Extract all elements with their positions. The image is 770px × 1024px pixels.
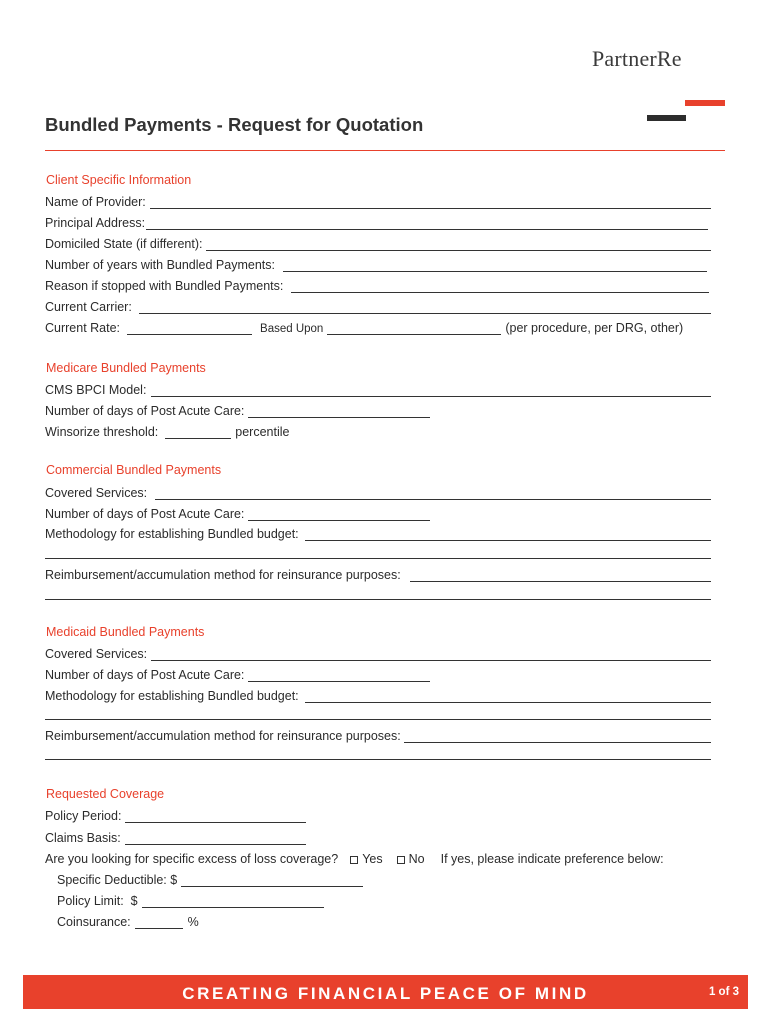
section-medicaid-heading: Medicaid Bundled Payments bbox=[46, 625, 205, 639]
medicaid-reimbursement-field-continued[interactable] bbox=[45, 759, 711, 760]
coinsurance-field[interactable] bbox=[135, 918, 183, 929]
years-label: Number of years with Bundled Payments: bbox=[45, 258, 275, 272]
deductible-field[interactable] bbox=[181, 876, 363, 887]
no-option[interactable] bbox=[397, 852, 425, 866]
medicaid-days-label: Number of days of Post Acute Care: bbox=[45, 668, 245, 682]
rate-basis-note: (per procedure, per DRG, other) bbox=[505, 321, 684, 335]
winsorize-row bbox=[45, 423, 289, 439]
medicaid-days-row bbox=[45, 666, 430, 682]
logo-accent-bar-dark bbox=[647, 115, 686, 121]
commercial-days-row bbox=[45, 505, 430, 521]
winsorize-label: Winsorize threshold: bbox=[45, 425, 159, 439]
policy-period-row bbox=[45, 807, 306, 823]
state-field[interactable] bbox=[206, 240, 711, 251]
yes-option[interactable] bbox=[350, 852, 382, 866]
policy-limit-row bbox=[57, 892, 324, 908]
specific-excess-question: Are you looking for specific excess of loss coverage? bbox=[45, 852, 339, 866]
no-label: No bbox=[408, 852, 425, 866]
reason-row bbox=[45, 277, 709, 293]
reason-field[interactable] bbox=[291, 282, 709, 293]
address-label: Principal Address: bbox=[45, 216, 146, 230]
rate-label: Current Rate: bbox=[45, 321, 121, 335]
commercial-days-field[interactable] bbox=[248, 510, 430, 521]
cms-model-field[interactable] bbox=[151, 386, 711, 397]
address-row bbox=[45, 214, 708, 230]
medicaid-methodology-row bbox=[45, 687, 711, 703]
commercial-services-row bbox=[45, 484, 711, 500]
section-medicare-heading: Medicare Bundled Payments bbox=[46, 361, 206, 375]
medicaid-days-field[interactable] bbox=[248, 671, 430, 682]
preference-instruction: If yes, please indicate preference below: bbox=[440, 852, 664, 866]
medicare-days-row bbox=[45, 402, 430, 418]
carrier-row bbox=[45, 298, 711, 314]
page-number: 1 of 3 bbox=[708, 986, 739, 998]
medicaid-reimbursement-row bbox=[45, 727, 711, 743]
claims-basis-field[interactable] bbox=[125, 834, 306, 845]
state-row bbox=[45, 235, 711, 251]
based-upon-label: Based Upon bbox=[260, 323, 324, 335]
medicare-cms-row bbox=[45, 381, 711, 397]
no-checkbox[interactable] bbox=[397, 856, 405, 864]
address-field[interactable] bbox=[146, 219, 708, 230]
commercial-methodology-field-continued[interactable] bbox=[45, 558, 711, 559]
section-client-heading: Client Specific Information bbox=[46, 173, 192, 187]
policy-period-label: Policy Period: bbox=[45, 809, 122, 823]
footer-banner bbox=[23, 975, 748, 1009]
medicaid-services-field[interactable] bbox=[151, 650, 711, 661]
provider-field[interactable] bbox=[150, 198, 711, 209]
commercial-reimbursement-row bbox=[45, 566, 711, 582]
medicaid-reimbursement-field[interactable] bbox=[404, 732, 711, 743]
commercial-methodology-field[interactable] bbox=[305, 530, 711, 541]
specific-excess-row bbox=[45, 850, 664, 866]
coinsurance-row bbox=[57, 913, 199, 929]
medicaid-methodology-field-continued[interactable] bbox=[45, 719, 711, 720]
medicaid-methodology-label: Methodology for establishing Bundled budget: bbox=[45, 689, 299, 703]
medicaid-services-label: Covered Services: bbox=[45, 647, 148, 661]
cms-model-label: CMS BPCI Model: bbox=[45, 383, 147, 397]
commercial-methodology-row bbox=[45, 525, 711, 541]
title-divider bbox=[45, 150, 725, 151]
section-commercial-heading: Commercial Bundled Payments bbox=[46, 463, 222, 477]
years-row bbox=[45, 256, 707, 272]
rate-row bbox=[45, 319, 683, 335]
provider-row bbox=[45, 193, 711, 209]
commercial-days-label: Number of days of Post Acute Care: bbox=[45, 507, 245, 521]
provider-label: Name of Provider: bbox=[45, 195, 146, 209]
commercial-reimbursement-label: Reimbursement/accumulation method for reinsurance purposes: bbox=[45, 568, 401, 582]
commercial-methodology-label: Methodology for establishing Bundled budget: bbox=[45, 527, 299, 541]
coinsurance-label: Coinsurance: bbox=[57, 915, 131, 929]
medicaid-reimbursement-label: Reimbursement/accumulation method for reinsurance purposes: bbox=[45, 729, 401, 743]
section-coverage-heading: Requested Coverage bbox=[46, 787, 165, 801]
carrier-label: Current Carrier: bbox=[45, 300, 132, 314]
policy-limit-label: Policy Limit: $ bbox=[57, 894, 138, 908]
percent-sign: % bbox=[187, 915, 199, 929]
based-upon-field[interactable] bbox=[327, 324, 501, 335]
percentile-label: percentile bbox=[235, 425, 290, 439]
medicaid-methodology-field[interactable] bbox=[305, 692, 711, 703]
logo-accent-bar-red bbox=[685, 100, 725, 106]
page-title: Bundled Payments - Request for Quotation bbox=[45, 114, 424, 135]
policy-limit-field[interactable] bbox=[142, 897, 324, 908]
medicare-days-label: Number of days of Post Acute Care: bbox=[45, 404, 245, 418]
carrier-field[interactable] bbox=[139, 303, 711, 314]
deductible-row bbox=[57, 871, 363, 887]
footer-slogan: CREATING FINANCIAL PEACE OF MIND bbox=[182, 984, 589, 1003]
reason-label: Reason if stopped with Bundled Payments: bbox=[45, 279, 284, 293]
years-field[interactable] bbox=[283, 261, 707, 272]
commercial-services-label: Covered Services: bbox=[45, 486, 148, 500]
commercial-services-field[interactable] bbox=[155, 489, 711, 500]
deductible-label: Specific Deductible: $ bbox=[57, 873, 178, 887]
yes-checkbox[interactable] bbox=[350, 856, 358, 864]
policy-period-field[interactable] bbox=[125, 812, 306, 823]
state-label: Domiciled State (if different): bbox=[45, 237, 203, 251]
rate-field[interactable] bbox=[127, 324, 252, 335]
winsorize-field[interactable] bbox=[165, 428, 231, 439]
commercial-reimbursement-field[interactable] bbox=[410, 571, 711, 582]
partnerre-logo: PartnerRe bbox=[592, 46, 682, 71]
commercial-reimbursement-field-continued[interactable] bbox=[45, 599, 711, 600]
claims-basis-row bbox=[45, 829, 306, 845]
claims-basis-label: Claims Basis: bbox=[45, 831, 121, 845]
medicaid-services-row bbox=[45, 645, 711, 661]
yes-label: Yes bbox=[362, 852, 383, 866]
medicare-days-field[interactable] bbox=[248, 407, 430, 418]
